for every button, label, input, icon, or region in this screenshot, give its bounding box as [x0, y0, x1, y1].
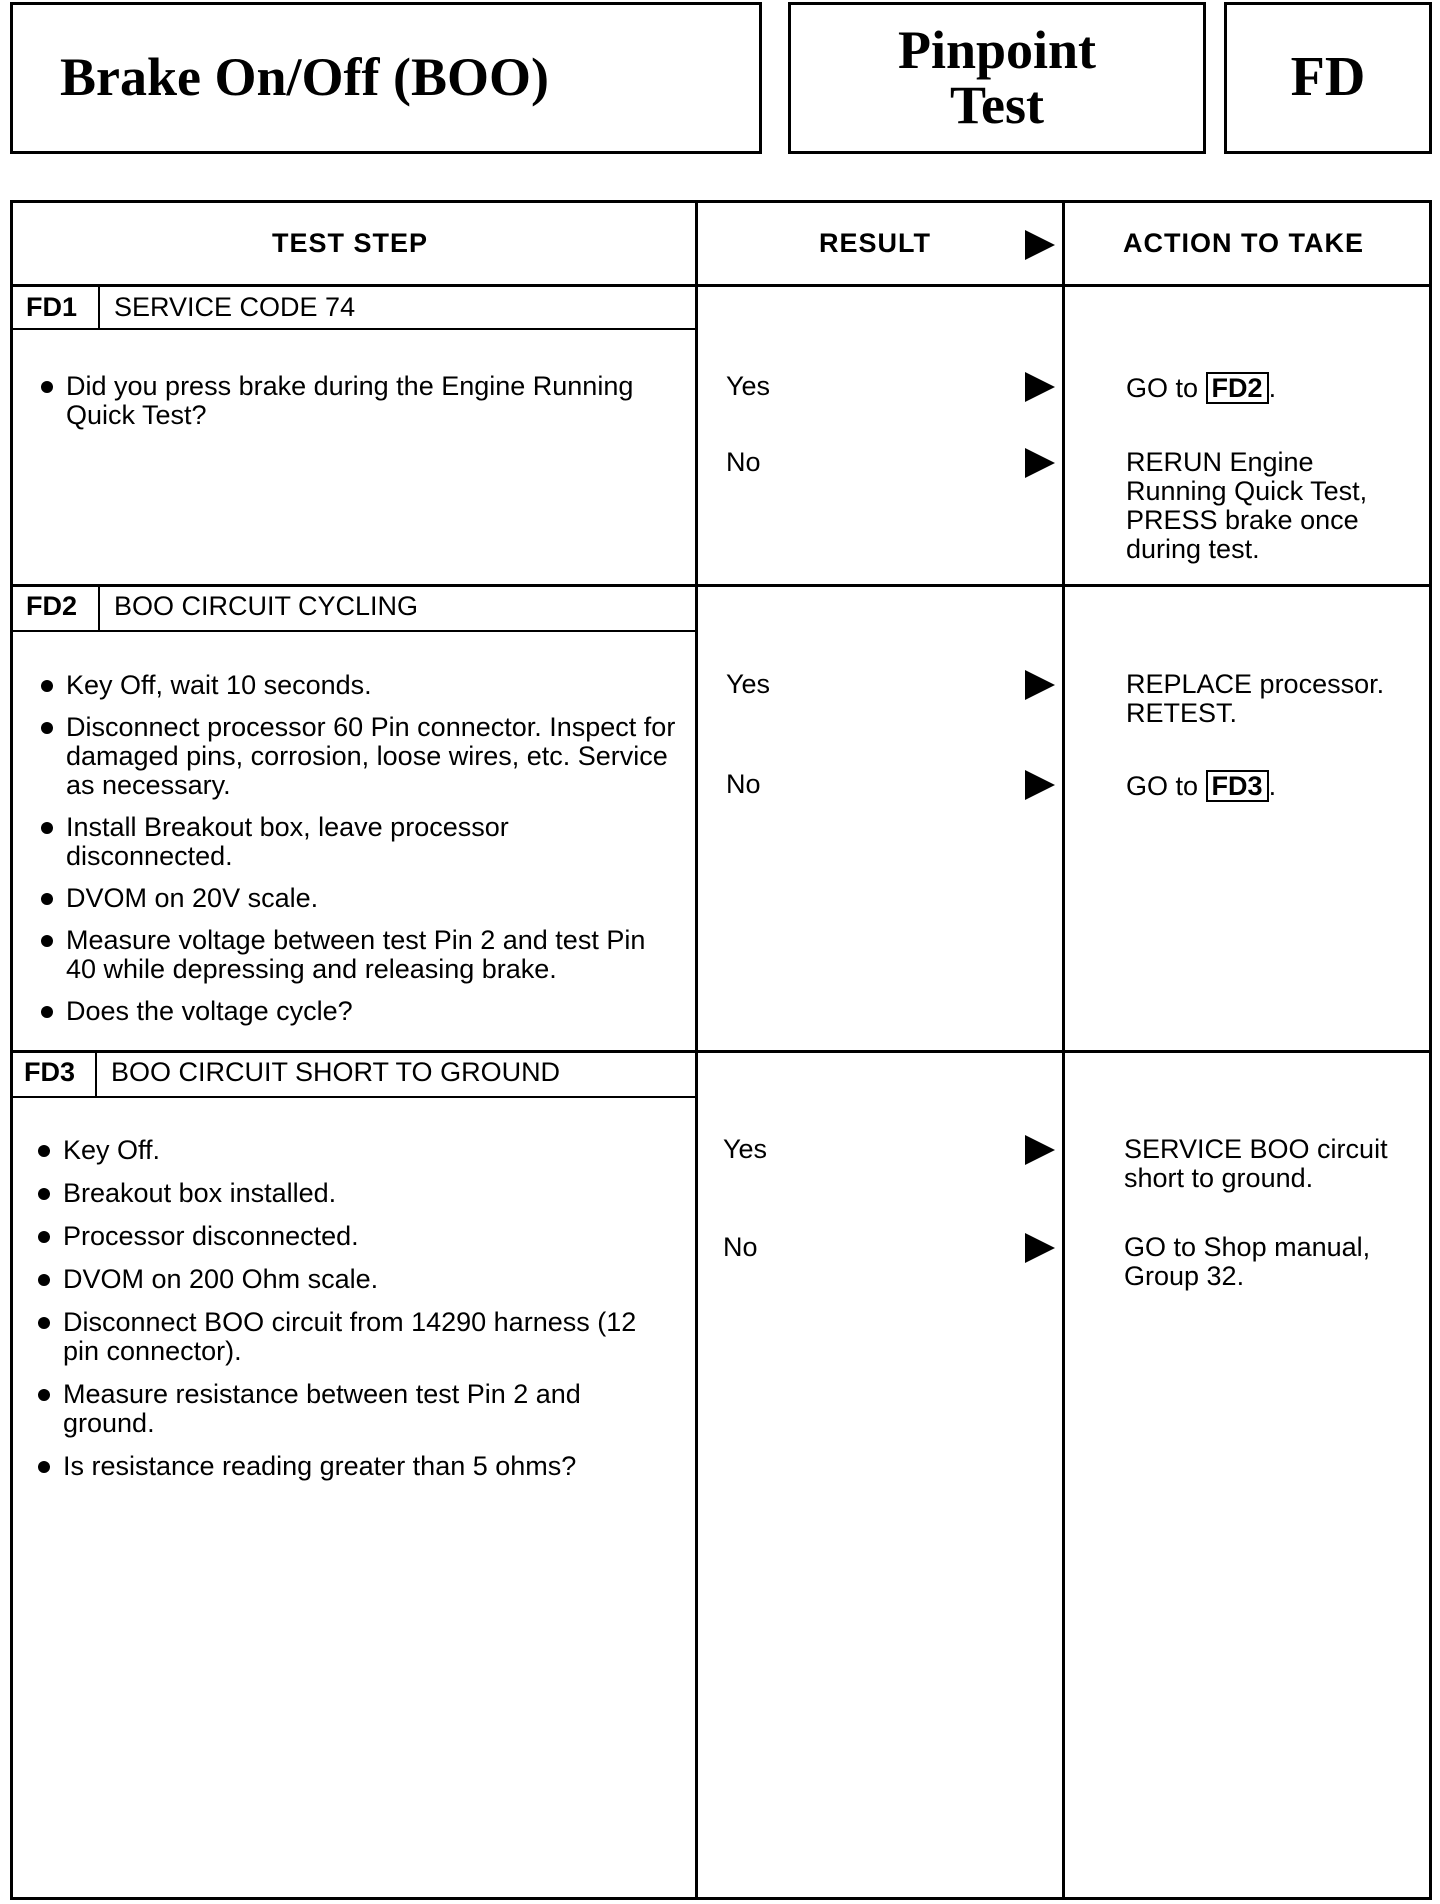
- result-label: No: [726, 447, 761, 477]
- col-head-test-step: TEST STEP: [272, 228, 429, 258]
- result-arrow-icon: [1025, 1135, 1055, 1165]
- test-type-line2: Test: [949, 75, 1044, 135]
- test-code-box: FD: [1224, 2, 1432, 154]
- col-head-result: RESULT: [819, 228, 931, 258]
- step-reference: FD3: [1206, 770, 1269, 802]
- action-text: GO to FD2 .: [1126, 373, 1277, 403]
- list-item: Key Off, wait 10 seconds.: [36, 671, 676, 700]
- step-box-line: [10, 630, 696, 632]
- list-item: Measure voltage between test Pin 2 and test Pin 40 while depressing and releasing brake.: [36, 926, 676, 984]
- result-arrow-icon: [1025, 1233, 1055, 1263]
- action-text: GO to FD3 .: [1126, 771, 1277, 801]
- list-item: Breakout box installed.: [33, 1179, 673, 1208]
- step-bullet-list: [33, 1136, 673, 1481]
- row-divider: [10, 1050, 1432, 1053]
- list-item: Is resistance reading greater than 5 ohms?: [33, 1452, 673, 1481]
- result-label: Yes: [726, 371, 771, 401]
- step-box-line: [95, 1052, 97, 1097]
- list-item: Disconnect BOO circuit from 14290 harness (12 pin connector).: [33, 1308, 673, 1366]
- list-item: Does the voltage cycle?: [36, 997, 676, 1026]
- step-box-line: [10, 328, 696, 330]
- test-type-line1: Pinpoint: [897, 19, 1097, 80]
- list-item: DVOM on 200 Ohm scale.: [33, 1265, 673, 1294]
- result-arrow-icon: [1025, 372, 1055, 402]
- result-arrow-icon: [1025, 230, 1055, 260]
- step-box-line: [98, 586, 100, 631]
- list-item: Disconnect processor 60 Pin connector. Inspect for damaged pins, corrosion, loose wires, etc. Service as necessary.: [36, 713, 676, 800]
- row-divider: [10, 584, 1432, 587]
- header-row-divider: [10, 284, 1432, 287]
- col-head-action: ACTION TO TAKE: [1123, 228, 1364, 258]
- step-title: SERVICE CODE 74: [114, 292, 356, 322]
- list-item: DVOM on 20V scale.: [36, 884, 676, 913]
- step-reference: FD2: [1206, 372, 1269, 404]
- step-id: FD3: [24, 1057, 76, 1087]
- result-arrow-icon: [1025, 670, 1055, 700]
- step-bullet-list: [36, 671, 676, 1026]
- list-item: Did you press brake during the Engine Running Quick Test?: [36, 372, 676, 430]
- list-item: Measure resistance between test Pin 2 and ground.: [33, 1380, 673, 1438]
- list-item: Install Breakout box, leave processor disconnected.: [36, 813, 676, 871]
- result-label: Yes: [723, 1134, 768, 1164]
- result-label: Yes: [726, 669, 771, 699]
- result-arrow-icon: [1025, 770, 1055, 800]
- step-title: BOO CIRCUIT CYCLING: [114, 591, 419, 621]
- action-text: GO to Shop manual, Group 32.: [1124, 1232, 1371, 1291]
- step-box-line: [98, 286, 100, 329]
- step-id: FD2: [26, 591, 78, 621]
- action-text: SERVICE BOO circuit short to ground.: [1124, 1134, 1388, 1193]
- step-title: BOO CIRCUIT SHORT TO GROUND: [111, 1057, 561, 1087]
- test-type-box: [788, 2, 1206, 154]
- page-title: Brake On/Off (BOO): [10, 2, 762, 154]
- step-bullet-list: [36, 372, 676, 430]
- list-item: Key Off.: [33, 1136, 673, 1165]
- list-item: Processor disconnected.: [33, 1222, 673, 1251]
- step-box-line: [10, 1096, 696, 1098]
- result-label: No: [723, 1232, 758, 1262]
- result-label: No: [726, 769, 761, 799]
- step-id: FD1: [26, 292, 78, 322]
- result-arrow-icon: [1025, 448, 1055, 478]
- action-text: RERUN Engine Running Quick Test, PRESS brake once during test.: [1126, 447, 1368, 564]
- action-text: REPLACE processor. RETEST.: [1126, 669, 1385, 728]
